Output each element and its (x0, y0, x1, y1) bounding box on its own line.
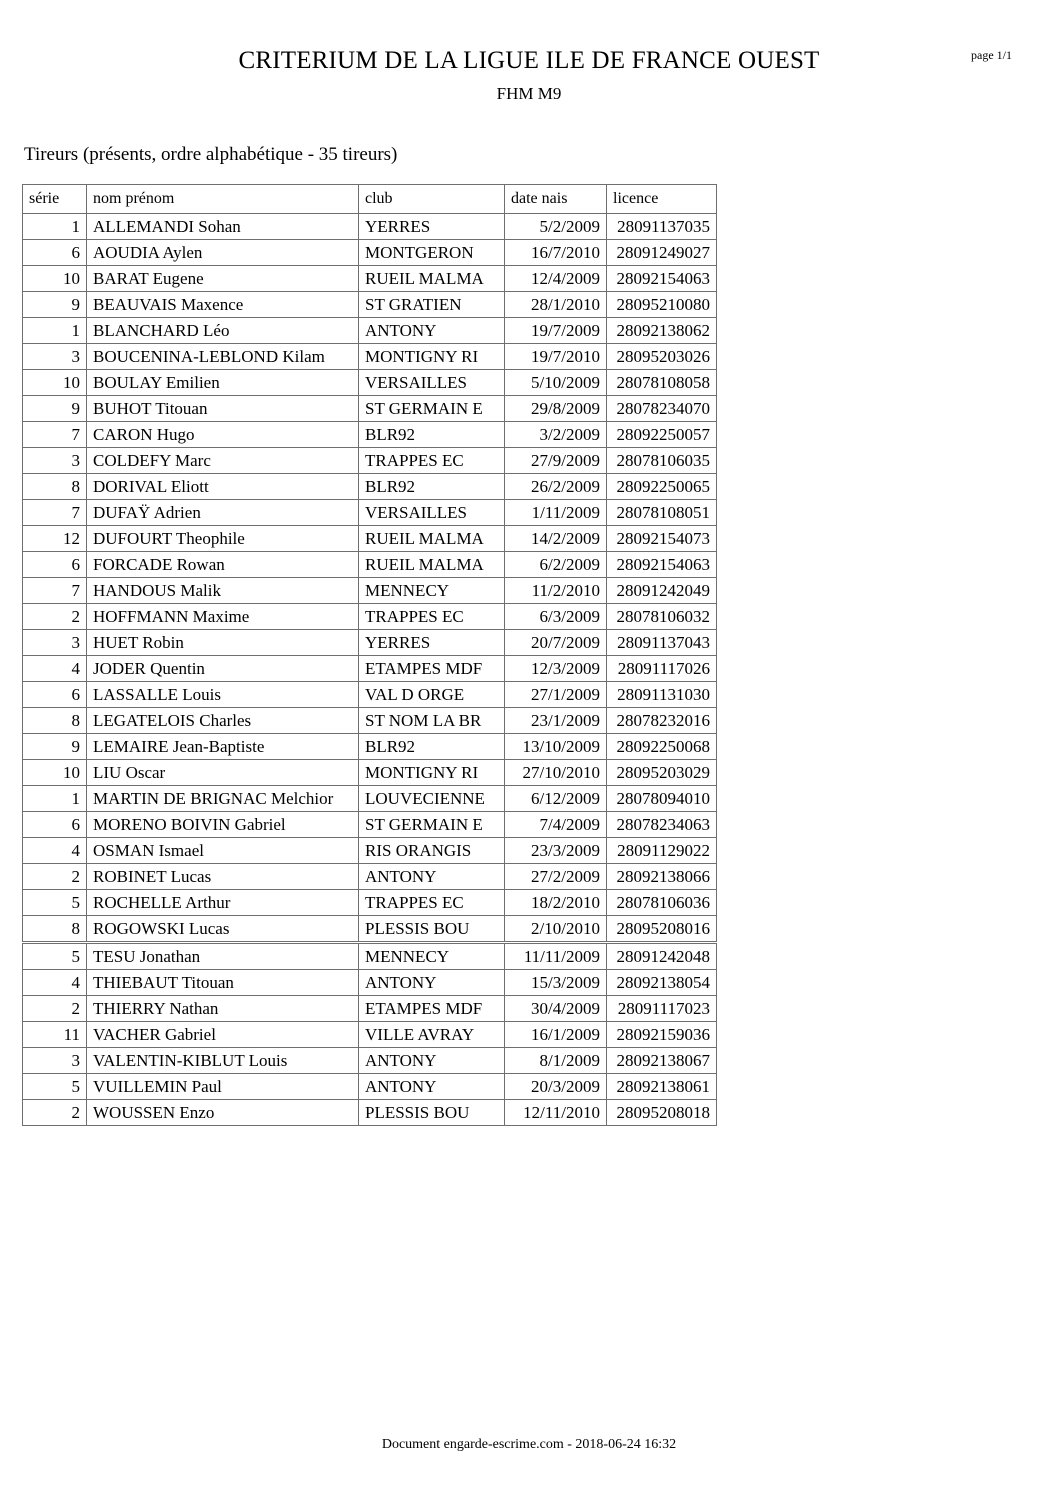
table-row (23, 1022, 717, 1048)
cell-club: RUEIL MALMA (359, 266, 505, 292)
table-row (23, 734, 717, 760)
cell-licence: 28078234070 (607, 396, 717, 422)
cell-nom: HANDOUS Malik (87, 578, 359, 604)
cell-serie: 8 (23, 474, 87, 500)
cell-date: 12/11/2010 (505, 1100, 607, 1126)
cell-club: BLR92 (359, 734, 505, 760)
table-row (23, 500, 717, 526)
cell-serie: 5 (23, 943, 87, 970)
cell-serie: 3 (23, 1048, 87, 1074)
cell-date: 12/3/2009 (505, 656, 607, 682)
cell-serie: 10 (23, 266, 87, 292)
cell-club: MENNECY (359, 578, 505, 604)
cell-licence: 28091242048 (607, 943, 717, 970)
table-row (23, 292, 717, 318)
cell-serie: 2 (23, 604, 87, 630)
cell-club: YERRES (359, 630, 505, 656)
cell-club: ANTONY (359, 970, 505, 996)
cell-date: 16/7/2010 (505, 240, 607, 266)
page-number: page 1/1 (971, 48, 1012, 62)
cell-licence: 28078234063 (607, 812, 717, 838)
cell-date: 1/11/2009 (505, 500, 607, 526)
cell-nom: CARON Hugo (87, 422, 359, 448)
table-row (23, 708, 717, 734)
table-row (23, 396, 717, 422)
cell-club: MONTIGNY RI (359, 344, 505, 370)
table-row (23, 448, 717, 474)
cell-date: 23/1/2009 (505, 708, 607, 734)
cell-club: ST NOM LA BR (359, 708, 505, 734)
cell-licence: 28091249027 (607, 240, 717, 266)
table-row (23, 996, 717, 1022)
column-header-club: club (359, 185, 505, 214)
cell-club: VERSAILLES (359, 500, 505, 526)
cell-club: RUEIL MALMA (359, 526, 505, 552)
cell-date: 3/2/2009 (505, 422, 607, 448)
table-row (23, 604, 717, 630)
table-row (23, 682, 717, 708)
cell-serie: 8 (23, 708, 87, 734)
page-title: CRITERIUM DE LA LIGUE ILE DE FRANCE OUEST (238, 47, 820, 74)
cell-club: ETAMPES MDF (359, 996, 505, 1022)
table-row (23, 970, 717, 996)
table-row (23, 422, 717, 448)
cell-club: VILLE AVRAY (359, 1022, 505, 1048)
cell-serie: 6 (23, 812, 87, 838)
table-row (23, 838, 717, 864)
cell-serie: 5 (23, 890, 87, 916)
fencers-table-container (0, 166, 1058, 1126)
table-row (23, 526, 717, 552)
cell-date: 29/8/2009 (505, 396, 607, 422)
cell-serie: 9 (23, 396, 87, 422)
table-row (23, 1074, 717, 1100)
cell-date: 8/1/2009 (505, 1048, 607, 1074)
table-row (23, 370, 717, 396)
cell-nom: AOUDIA Aylen (87, 240, 359, 266)
cell-licence: 28091137035 (607, 214, 717, 240)
cell-club: ANTONY (359, 1074, 505, 1100)
cell-nom: WOUSSEN Enzo (87, 1100, 359, 1126)
cell-licence: 28078106035 (607, 448, 717, 474)
document-footer: Document engarde-escrime.com - 2018-06-24 16:32 (381, 1437, 677, 1452)
cell-nom: HOFFMANN Maxime (87, 604, 359, 630)
cell-nom: BLANCHARD Léo (87, 318, 359, 344)
cell-club: LOUVECIENNE (359, 786, 505, 812)
table-row (23, 474, 717, 500)
cell-club: RIS ORANGIS (359, 838, 505, 864)
cell-serie: 3 (23, 448, 87, 474)
table-row (23, 344, 717, 370)
cell-serie: 11 (23, 1022, 87, 1048)
cell-licence: 28095208018 (607, 1100, 717, 1126)
cell-serie: 3 (23, 630, 87, 656)
cell-nom: LEMAIRE Jean-Baptiste (87, 734, 359, 760)
cell-licence: 28078108058 (607, 370, 717, 396)
cell-licence: 28092154063 (607, 552, 717, 578)
cell-nom: BEAUVAIS Maxence (87, 292, 359, 318)
table-row (23, 890, 717, 916)
cell-club: ST GERMAIN E (359, 396, 505, 422)
cell-serie: 4 (23, 838, 87, 864)
cell-licence: 28092250065 (607, 474, 717, 500)
cell-nom: LIU Oscar (87, 760, 359, 786)
cell-serie: 6 (23, 552, 87, 578)
column-header-licence: licence (607, 185, 717, 214)
cell-date: 19/7/2009 (505, 318, 607, 344)
cell-nom: MORENO BOIVIN Gabriel (87, 812, 359, 838)
cell-serie: 10 (23, 760, 87, 786)
fencers-table (22, 184, 717, 1126)
column-header-nom: nom prénom (87, 185, 359, 214)
cell-club: ANTONY (359, 1048, 505, 1074)
cell-nom: THIEBAUT Titouan (87, 970, 359, 996)
cell-licence: 28092159036 (607, 1022, 717, 1048)
cell-date: 6/2/2009 (505, 552, 607, 578)
table-row (23, 656, 717, 682)
cell-serie: 3 (23, 344, 87, 370)
cell-licence: 28091117026 (607, 656, 717, 682)
table-row (23, 630, 717, 656)
cell-club: ST GRATIEN (359, 292, 505, 318)
cell-licence: 28092138066 (607, 864, 717, 890)
table-row (23, 578, 717, 604)
cell-licence: 28095203029 (607, 760, 717, 786)
cell-date: 20/7/2009 (505, 630, 607, 656)
cell-date: 28/1/2010 (505, 292, 607, 318)
cell-licence: 28095210080 (607, 292, 717, 318)
cell-club: MONTIGNY RI (359, 760, 505, 786)
cell-date: 7/4/2009 (505, 812, 607, 838)
cell-date: 19/7/2010 (505, 344, 607, 370)
cell-club: ST GERMAIN E (359, 812, 505, 838)
cell-date: 11/11/2009 (505, 943, 607, 970)
cell-club: TRAPPES EC (359, 604, 505, 630)
cell-serie: 8 (23, 916, 87, 943)
table-row (23, 760, 717, 786)
cell-licence: 28091131030 (607, 682, 717, 708)
cell-date: 27/9/2009 (505, 448, 607, 474)
cell-serie: 4 (23, 656, 87, 682)
cell-date: 27/1/2009 (505, 682, 607, 708)
cell-nom: VACHER Gabriel (87, 1022, 359, 1048)
cell-licence: 28092250068 (607, 734, 717, 760)
cell-licence: 28091129022 (607, 838, 717, 864)
cell-date: 11/2/2010 (505, 578, 607, 604)
cell-club: MENNECY (359, 943, 505, 970)
cell-licence: 28092154073 (607, 526, 717, 552)
table-row (23, 1048, 717, 1074)
cell-licence: 28078232016 (607, 708, 717, 734)
cell-licence: 28092138062 (607, 318, 717, 344)
cell-licence: 28092154063 (607, 266, 717, 292)
cell-licence: 28091137043 (607, 630, 717, 656)
cell-serie: 1 (23, 214, 87, 240)
cell-serie: 9 (23, 734, 87, 760)
table-row (23, 812, 717, 838)
page-subtitle: FHM M9 (496, 84, 562, 103)
cell-licence: 28078094010 (607, 786, 717, 812)
cell-nom: HUET Robin (87, 630, 359, 656)
cell-licence: 28091242049 (607, 578, 717, 604)
cell-date: 18/2/2010 (505, 890, 607, 916)
table-row (23, 943, 717, 970)
cell-licence: 28095203026 (607, 344, 717, 370)
cell-serie: 4 (23, 970, 87, 996)
cell-date: 6/12/2009 (505, 786, 607, 812)
cell-serie: 1 (23, 786, 87, 812)
cell-licence: 28078106032 (607, 604, 717, 630)
cell-serie: 7 (23, 578, 87, 604)
cell-club: YERRES (359, 214, 505, 240)
cell-serie: 10 (23, 370, 87, 396)
cell-nom: VUILLEMIN Paul (87, 1074, 359, 1100)
cell-nom: ROBINET Lucas (87, 864, 359, 890)
column-header-date: date nais (505, 185, 607, 214)
table-row (23, 1100, 717, 1126)
cell-club: PLESSIS BOU (359, 1100, 505, 1126)
cell-serie: 7 (23, 500, 87, 526)
cell-date: 13/10/2009 (505, 734, 607, 760)
cell-nom: OSMAN Ismael (87, 838, 359, 864)
cell-club: PLESSIS BOU (359, 916, 505, 943)
cell-club: MONTGERON (359, 240, 505, 266)
cell-date: 5/2/2009 (505, 214, 607, 240)
cell-nom: ALLEMANDI Sohan (87, 214, 359, 240)
cell-date: 2/10/2010 (505, 916, 607, 943)
table-body (23, 214, 717, 1126)
cell-nom: ROGOWSKI Lucas (87, 916, 359, 943)
cell-licence: 28092138061 (607, 1074, 717, 1100)
column-header-serie: série (23, 185, 87, 214)
cell-licence: 28092138067 (607, 1048, 717, 1074)
cell-club: ETAMPES MDF (359, 656, 505, 682)
cell-date: 26/2/2009 (505, 474, 607, 500)
cell-club: VERSAILLES (359, 370, 505, 396)
cell-serie: 1 (23, 318, 87, 344)
cell-serie: 2 (23, 1100, 87, 1126)
cell-date: 20/3/2009 (505, 1074, 607, 1100)
cell-nom: FORCADE Rowan (87, 552, 359, 578)
cell-date: 14/2/2009 (505, 526, 607, 552)
table-row (23, 240, 717, 266)
cell-nom: LASSALLE Louis (87, 682, 359, 708)
cell-nom: ROCHELLE Arthur (87, 890, 359, 916)
cell-club: BLR92 (359, 474, 505, 500)
table-row (23, 916, 717, 943)
cell-serie: 5 (23, 1074, 87, 1100)
cell-nom: LEGATELOIS Charles (87, 708, 359, 734)
table-header-row (23, 185, 717, 214)
cell-nom: JODER Quentin (87, 656, 359, 682)
cell-date: 12/4/2009 (505, 266, 607, 292)
cell-nom: THIERRY Nathan (87, 996, 359, 1022)
cell-serie: 2 (23, 996, 87, 1022)
cell-serie: 12 (23, 526, 87, 552)
cell-nom: TESU Jonathan (87, 943, 359, 970)
section-label: Tireurs (présents, ordre alphabétique - 35 tireurs) (24, 144, 398, 165)
cell-nom: MARTIN DE BRIGNAC Melchior (87, 786, 359, 812)
cell-nom: VALENTIN-KIBLUT Louis (87, 1048, 359, 1074)
table-row (23, 214, 717, 240)
cell-date: 23/3/2009 (505, 838, 607, 864)
cell-serie: 6 (23, 682, 87, 708)
cell-nom: BOULAY Emilien (87, 370, 359, 396)
cell-nom: BUHOT Titouan (87, 396, 359, 422)
cell-licence: 28078108051 (607, 500, 717, 526)
table-row (23, 786, 717, 812)
cell-date: 5/10/2009 (505, 370, 607, 396)
table-header (23, 185, 717, 214)
cell-nom: DUFOURT Theophile (87, 526, 359, 552)
cell-nom: DORIVAL Eliott (87, 474, 359, 500)
cell-club: TRAPPES EC (359, 448, 505, 474)
table-row (23, 864, 717, 890)
cell-serie: 6 (23, 240, 87, 266)
cell-date: 27/2/2009 (505, 864, 607, 890)
table-row (23, 552, 717, 578)
cell-licence: 28091117023 (607, 996, 717, 1022)
cell-club: VAL D ORGE (359, 682, 505, 708)
cell-nom: COLDEFY Marc (87, 448, 359, 474)
cell-date: 27/10/2010 (505, 760, 607, 786)
cell-serie: 9 (23, 292, 87, 318)
table-row (23, 266, 717, 292)
cell-date: 15/3/2009 (505, 970, 607, 996)
cell-date: 6/3/2009 (505, 604, 607, 630)
cell-club: ANTONY (359, 864, 505, 890)
cell-licence: 28095208016 (607, 916, 717, 943)
cell-nom: BARAT Eugene (87, 266, 359, 292)
cell-club: RUEIL MALMA (359, 552, 505, 578)
cell-date: 16/1/2009 (505, 1022, 607, 1048)
cell-serie: 7 (23, 422, 87, 448)
cell-club: ANTONY (359, 318, 505, 344)
cell-nom: DUFAŸ Adrien (87, 500, 359, 526)
cell-licence: 28092250057 (607, 422, 717, 448)
table-row (23, 318, 717, 344)
cell-serie: 2 (23, 864, 87, 890)
cell-date: 30/4/2009 (505, 996, 607, 1022)
cell-licence: 28078106036 (607, 890, 717, 916)
cell-nom: BOUCENINA-LEBLOND Kilam (87, 344, 359, 370)
cell-club: BLR92 (359, 422, 505, 448)
cell-club: TRAPPES EC (359, 890, 505, 916)
cell-licence: 28092138054 (607, 970, 717, 996)
